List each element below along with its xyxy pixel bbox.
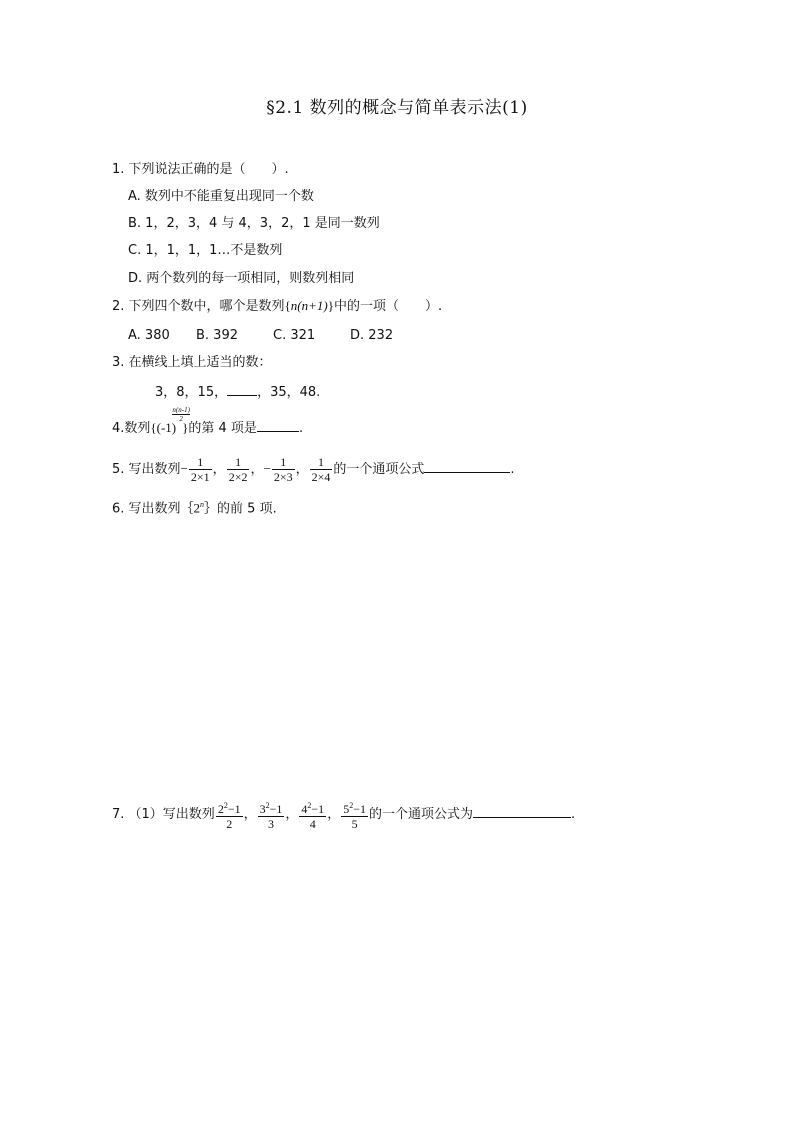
question-4-post: 的第 4 项是: [188, 421, 257, 436]
question-5-stem: 5. 写出数列− $\frac{1}{2\times 1}$ ， $\frac{1}{2\times 2}$ ，− $\frac{1}{2\times 3}$ ， $\frac{1}{2\times 4}$ 的一个通项公式 .: [112, 455, 515, 484]
question-4-end: .: [298, 421, 304, 436]
question-1-option-c: C. 1，1，1，1…不是数列: [128, 243, 283, 258]
question-5-post: 的一个通项公式: [333, 462, 425, 477]
question-4-pre: 4.数列: [112, 421, 151, 436]
question-2-option-a: A. 380: [128, 328, 170, 343]
question-7-post: 的一个通项公式为: [368, 807, 473, 822]
question-7-fraction-2: $\frac{3^2-1}{3}$: [259, 800, 283, 831]
question-2-brace-open: {: [284, 298, 291, 313]
question-6-post: ｝的前 5 项.: [204, 501, 277, 517]
question-1-option-d: D. 两个数列的每一项相同，则数列相同: [128, 271, 355, 286]
question-4-brace-close: }: [182, 420, 189, 435]
question-3-seq-pre: 3，8，15，: [155, 385, 228, 400]
question-1-stem: 1. 下列说法正确的是（ ）.: [112, 162, 289, 177]
question-7-stem: 7. （1）写出数列 $\frac{2^2-1}{2}$ ， $\frac{3^2-1}{3}$ ， $\frac{4^2-1}{4}$ ， $\frac{5^2-1}{5}$ 的一个通项公式为 .: [112, 800, 576, 831]
question-6-stem: [112, 497, 277, 517]
question-6-pre: 6. 写出数列｛: [112, 501, 194, 517]
question-5-fraction-4: $\frac{1}{2\times 4}$: [311, 455, 331, 484]
question-5-minus-1: −: [180, 461, 188, 476]
question-2-expression: n(n+1): [290, 298, 328, 313]
question-4-exponent: n(n-1) 2: [172, 406, 190, 423]
question-4-answer-blank[interactable]: [257, 419, 299, 432]
question-3-stem: 3. 在横线上填上适当的数：: [112, 355, 272, 370]
question-2-options: [128, 328, 393, 344]
question-7-fraction-1: $\frac{2^2-1}{2}$: [217, 800, 241, 831]
question-2-option-d: D. 232: [350, 328, 394, 343]
question-3-sequence: [155, 383, 320, 401]
question-7-pre: 7. （1）写出数列: [112, 807, 215, 822]
question-5-fraction-1: $\frac{1}{2\times 1}$: [190, 455, 210, 484]
question-5-fraction-2: $\frac{1}{2\times 2}$: [228, 455, 248, 484]
question-7-fraction-4: $\frac{5^2-1}{5}$: [343, 800, 366, 831]
page-title: §2.1 数列的概念与简单表示法(1): [266, 98, 528, 118]
question-5-minus-3: −: [263, 461, 271, 476]
question-2-option-b: B. 392: [196, 328, 238, 343]
question-6-exponent: n: [200, 500, 205, 509]
question-1-option-a: A. 数列中不能重复出现同一个数: [128, 189, 314, 204]
question-2-brace-close: }: [327, 298, 334, 313]
question-3-seq-post: ，35，48.: [257, 385, 321, 400]
question-4-stem: [112, 406, 304, 437]
question-5-answer-blank[interactable]: [424, 460, 510, 473]
question-5-fraction-3: $\frac{1}{2\times 3}$: [273, 455, 293, 484]
question-3-answer-blank[interactable]: [227, 383, 257, 396]
question-4-base: {(-1): [150, 420, 177, 435]
question-6-base: 2: [193, 500, 201, 516]
question-7-end: .: [571, 807, 576, 822]
question-5-pre: 5. 写出数列: [112, 462, 181, 477]
question-4-expression: [150, 406, 190, 437]
question-2-stem: [112, 298, 442, 315]
question-1-option-b: B. 1，2，3，4 与 4，3，2，1 是同一数列: [128, 216, 380, 231]
question-7-fraction-3: $\frac{4^2-1}{4}$: [301, 800, 325, 831]
question-7-answer-blank[interactable]: [473, 805, 571, 818]
question-2-pre: 2. 下列四个数中，哪个是数列: [112, 299, 285, 314]
question-2-option-c: C. 321: [273, 328, 316, 343]
question-5-end: .: [510, 462, 515, 477]
question-2-post: 中的一项（ ）.: [333, 299, 443, 314]
